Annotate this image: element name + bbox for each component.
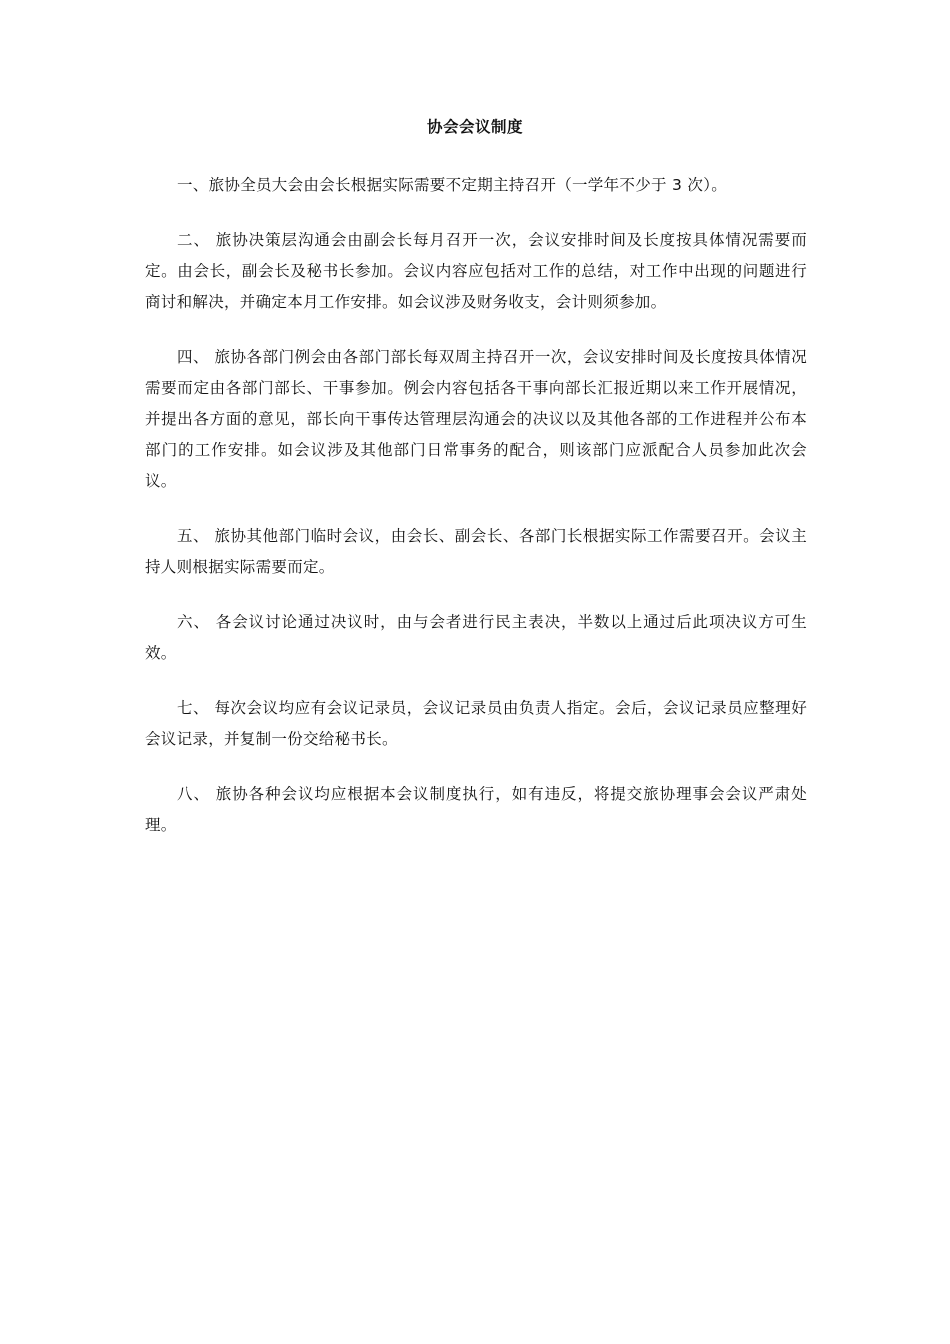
paragraph-4: 四、 旅协各部门例会由各部门部长每双周主持召开一次，会议安排时间及长度按具体情况需要而定由各部门部长、干事参加。例会内容包括各干事向部长汇报近期以来工作开展情况，并提出各方面的意见，部长向干事传达管理层沟通会的决议以及其他各部的工作进程并公布本部门的工作安排。如会议涉及其他部门日常事务的配合，则该部门应派配合人员参加此次会议。: [145, 348, 807, 490]
paragraph-6: 六、 各会议讨论通过决议时，由与会者进行民主表决，半数以上通过后此项决议方可生效。: [145, 613, 807, 662]
paragraph-5: 五、 旅协其他部门临时会议，由会长、副会长、各部门长根据实际工作需要召开。会议主持人则根据实际需要而定。: [145, 527, 807, 576]
document-body: [145, 170, 807, 865]
paragraph-7: 七、 每次会议均应有会议记录员，会议记录员由负责人指定。会后，会议记录员应整理好会议记录，并复制一份交给秘书长。: [145, 699, 807, 748]
paragraph-8: 八、 旅协各种会议均应根据本会议制度执行，如有违反，将提交旅协理事会会议严肃处理。: [145, 785, 807, 834]
document-title: 协会会议制度: [426, 118, 523, 136]
paragraph-1: 一、旅协全员大会由会长根据实际需要不定期主持召开（一学年不少于 3 次）。: [177, 176, 728, 194]
paragraph-2: 二、 旅协决策层沟通会由副会长每月召开一次，会议安排时间及长度按具体情况需要而定。由会长，副会长及秘书长参加。会议内容应包括对工作的总结，对工作中出现的问题进行商讨和解决，并确定本月工作安排。如会议涉及财务收支，会计则须参加。: [145, 231, 807, 311]
